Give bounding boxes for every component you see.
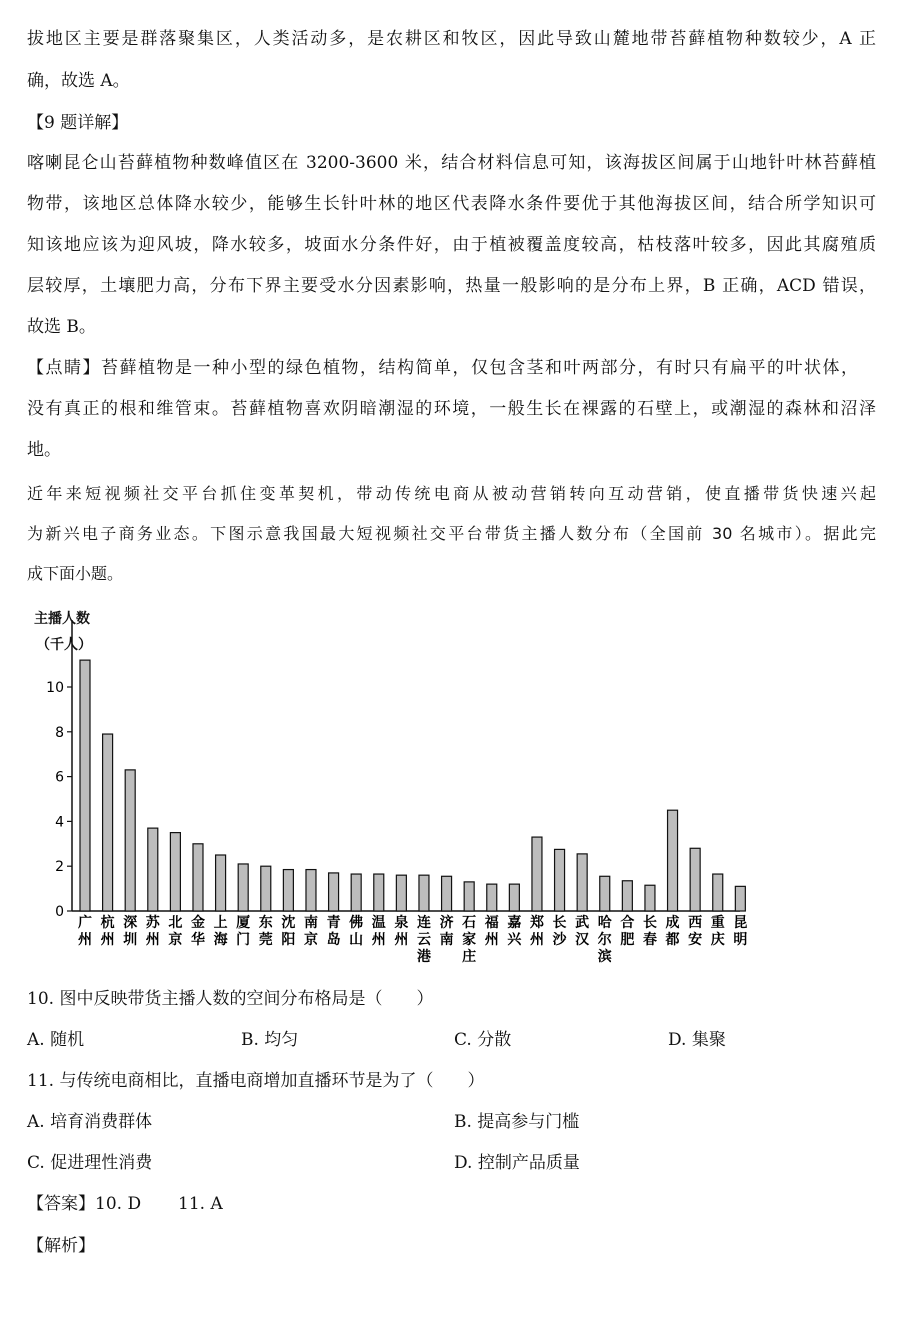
bar-上海 — [216, 855, 226, 911]
x-tick-label-char: 福 — [484, 915, 499, 931]
x-tick-label-char: 肥 — [620, 932, 635, 948]
bar-西安 — [690, 848, 700, 911]
x-tick-label-char: 青 — [326, 915, 341, 931]
note-line: 没有真正的根和维管束。苔藓植物喜欢阴暗潮湿的环境，一般生长在裸露的石壁上，或潮湿的森林和沼泽 — [27, 399, 876, 419]
question-11-stem: 11. 与传统电商相比，直播电商增加直播环节是为了（ ） — [27, 1071, 485, 1091]
x-tick-label-char: 京 — [303, 932, 318, 948]
intro-line: 成下面小题。 — [27, 564, 124, 583]
bar-哈尔滨 — [600, 876, 610, 911]
x-tick-label-char: 郑 — [529, 915, 544, 931]
x-tick-label-char: 广 — [78, 915, 92, 931]
q11-option-c[interactable]: C. 促进理性消费 — [27, 1153, 153, 1173]
x-tick-label-char: 莞 — [258, 932, 273, 948]
x-tick-label-char: 州 — [484, 932, 499, 948]
paragraph-line: 拔地区主要是群落聚集区，人类活动多，是农耕区和牧区，因此导致山麓地带苔藓植物种数较少，A 正 — [27, 29, 876, 49]
analysis-label: 【解析】 — [27, 1236, 95, 1256]
bar-厦门 — [238, 864, 248, 911]
bar-沈阳 — [283, 870, 293, 911]
x-tick-label-char: 南 — [439, 932, 454, 948]
x-tick-label-char: 合 — [620, 915, 635, 931]
bar-福州 — [487, 884, 497, 911]
x-tick-label-char: 明 — [733, 932, 748, 948]
x-tick-label-char: 岛 — [326, 932, 341, 948]
intro-line: 为新兴电子商务业态。下图示意我国最大短视频社交平台带货主播人数分布（全国前 30 名城市）。据此完 — [27, 524, 876, 543]
x-tick-label-char: 州 — [371, 932, 386, 948]
x-tick-label-char: 西 — [688, 915, 703, 931]
x-tick-label-char: 滨 — [597, 949, 612, 965]
x-tick-label-char: 嘉 — [507, 915, 522, 931]
paragraph-line: 故选 B。 — [27, 317, 96, 337]
x-tick-label-char: 佛 — [349, 915, 364, 931]
x-tick-label-char: 长 — [642, 915, 657, 931]
bar-重庆 — [713, 874, 723, 911]
x-tick-label-char: 上 — [213, 915, 228, 931]
section-heading: 【9 题详解】 — [27, 113, 129, 133]
x-tick-label-char: 阳 — [281, 932, 296, 948]
q11-option-b[interactable]: B. 提高参与门槛 — [454, 1112, 580, 1132]
q10-option-c[interactable]: C. 分散 — [454, 1030, 512, 1050]
y-axis-unit: （千人） — [36, 637, 92, 653]
x-tick-label-char: 重 — [710, 915, 725, 931]
bar-青岛 — [329, 873, 339, 911]
x-tick-label-char: 成 — [665, 915, 680, 931]
bar-温州 — [374, 874, 384, 911]
paragraph-line: 物带，该地区总体降水较少，能够生长针叶林的地区代表降水条件要优于其他海拔区间，结合所学知识可 — [27, 194, 876, 214]
bar-金华 — [193, 844, 203, 911]
paragraph-line: 喀喇昆仑山苔藓植物种数峰值区在 3200-3600 米，结合材料信息可知，该海拔区间属于山地针叶林苔藓植 — [27, 153, 876, 173]
note-line: 地。 — [27, 440, 61, 460]
bar-长沙 — [555, 849, 565, 911]
q11-option-d[interactable]: D. 控制产品质量 — [454, 1153, 580, 1173]
y-tick-label: 10 — [46, 680, 64, 696]
y-tick-label: 8 — [55, 724, 64, 741]
paragraph-line: 层较厚，土壤肥力高，分布下界主要受水分因素影响，热量一般影响的是分布上界，B 正确，ACD 错误， — [27, 276, 876, 296]
bar-武汉 — [577, 854, 587, 911]
x-tick-label-char: 海 — [213, 932, 228, 948]
question-10-stem: 10. 图中反映带货主播人数的空间分布格局是（ ） — [27, 989, 434, 1009]
x-tick-label-char: 北 — [168, 915, 183, 931]
q11-option-a[interactable]: A. 培育消费群体 — [27, 1112, 153, 1132]
y-tick-label: 2 — [55, 859, 64, 876]
x-tick-label-char: 京 — [168, 932, 183, 948]
bar-合肥 — [622, 881, 632, 911]
x-tick-label-char: 昆 — [733, 915, 748, 931]
x-tick-label-char: 春 — [642, 932, 657, 948]
x-tick-label-char: 泉 — [394, 915, 409, 931]
y-axis-title: 主播人数 — [34, 611, 90, 627]
x-tick-label-char: 沈 — [281, 915, 296, 931]
x-tick-label-char: 汉 — [575, 932, 590, 948]
q10-option-a[interactable]: A. 随机 — [27, 1030, 85, 1050]
x-tick-label-char: 华 — [190, 932, 205, 948]
x-tick-label-char: 家 — [462, 932, 477, 948]
x-tick-label-char: 南 — [303, 915, 318, 931]
x-tick-label-char: 武 — [575, 915, 590, 931]
answer-label: 【答案】10. D — [27, 1194, 142, 1214]
x-tick-label-char: 港 — [416, 949, 431, 965]
bar-成都 — [668, 810, 678, 911]
x-tick-label-char: 温 — [371, 915, 386, 931]
paragraph-line: 知该地应该为迎风坡，降水较多，坡面水分条件好，由于植被覆盖度较高，枯枝落叶较多，因此其腐殖质 — [27, 235, 876, 255]
intro-line: 近年来短视频社交平台抓住变革契机，带动传统电商从被动营销转向互动营销，使直播带货快速兴起 — [27, 484, 876, 503]
x-tick-label-char: 哈 — [597, 915, 612, 931]
bar-深圳 — [125, 770, 135, 911]
x-tick-label-char: 金 — [190, 915, 205, 931]
x-tick-label-char: 杭 — [100, 915, 115, 931]
x-tick-label-char: 州 — [100, 932, 115, 948]
x-tick-label-char: 长 — [552, 915, 567, 931]
x-tick-label-char: 庆 — [710, 932, 725, 948]
bar-石家庄 — [464, 882, 474, 911]
bar-佛山 — [351, 874, 361, 911]
bar-广州 — [80, 660, 90, 911]
bar-北京 — [170, 833, 180, 911]
bar-南京 — [306, 870, 316, 911]
x-tick-label-char: 州 — [394, 932, 409, 948]
y-tick-label: 4 — [55, 814, 64, 831]
x-tick-label-char: 东 — [258, 915, 273, 931]
bar-泉州 — [396, 875, 406, 911]
x-tick-label-char: 云 — [416, 932, 431, 948]
paragraph-line: 确，故选 A。 — [27, 71, 130, 91]
x-tick-label-char: 兴 — [507, 932, 522, 948]
bar-chart — [0, 600, 900, 980]
x-tick-label-char: 石 — [462, 915, 477, 931]
x-tick-label-char: 都 — [665, 932, 680, 948]
bar-东莞 — [261, 866, 271, 911]
bar-连云港 — [419, 875, 429, 911]
x-tick-label-char: 门 — [236, 932, 251, 948]
q10-option-b[interactable]: B. 均匀 — [241, 1030, 299, 1050]
bar-郑州 — [532, 837, 542, 911]
x-tick-label-char: 尔 — [597, 932, 612, 948]
x-tick-label-char: 山 — [349, 932, 364, 948]
bar-长春 — [645, 885, 655, 911]
x-tick-label-char: 州 — [529, 932, 544, 948]
x-tick-label-char: 圳 — [123, 932, 138, 948]
bar-苏州 — [148, 828, 158, 911]
x-tick-label-char: 厦 — [236, 915, 251, 931]
bar-昆明 — [735, 886, 745, 911]
note-line: 【点睛】苔藓植物是一种小型的绿色植物，结构简单，仅包含茎和叶两部分，有时只有扁平的叶状体， — [27, 358, 858, 378]
y-tick-label: 6 — [55, 769, 64, 786]
x-tick-label-char: 安 — [688, 932, 703, 948]
x-tick-label-char: 苏 — [145, 915, 160, 931]
x-tick-label-char: 深 — [123, 915, 138, 931]
x-tick-label-char: 济 — [439, 915, 454, 931]
x-tick-label-char: 州 — [145, 932, 160, 948]
x-tick-label-char: 州 — [78, 932, 92, 948]
x-tick-label-char: 连 — [416, 915, 431, 931]
bar-嘉兴 — [509, 884, 519, 911]
answer-second: 11. A — [178, 1194, 223, 1214]
y-tick-label: 0 — [55, 904, 64, 920]
chart-canvas — [0, 600, 900, 980]
q10-option-d[interactable]: D. 集聚 — [668, 1030, 726, 1050]
x-tick-label-char: 庄 — [462, 949, 477, 965]
bar-济南 — [442, 876, 452, 911]
x-tick-label-char: 沙 — [552, 932, 567, 948]
bar-杭州 — [103, 734, 113, 911]
